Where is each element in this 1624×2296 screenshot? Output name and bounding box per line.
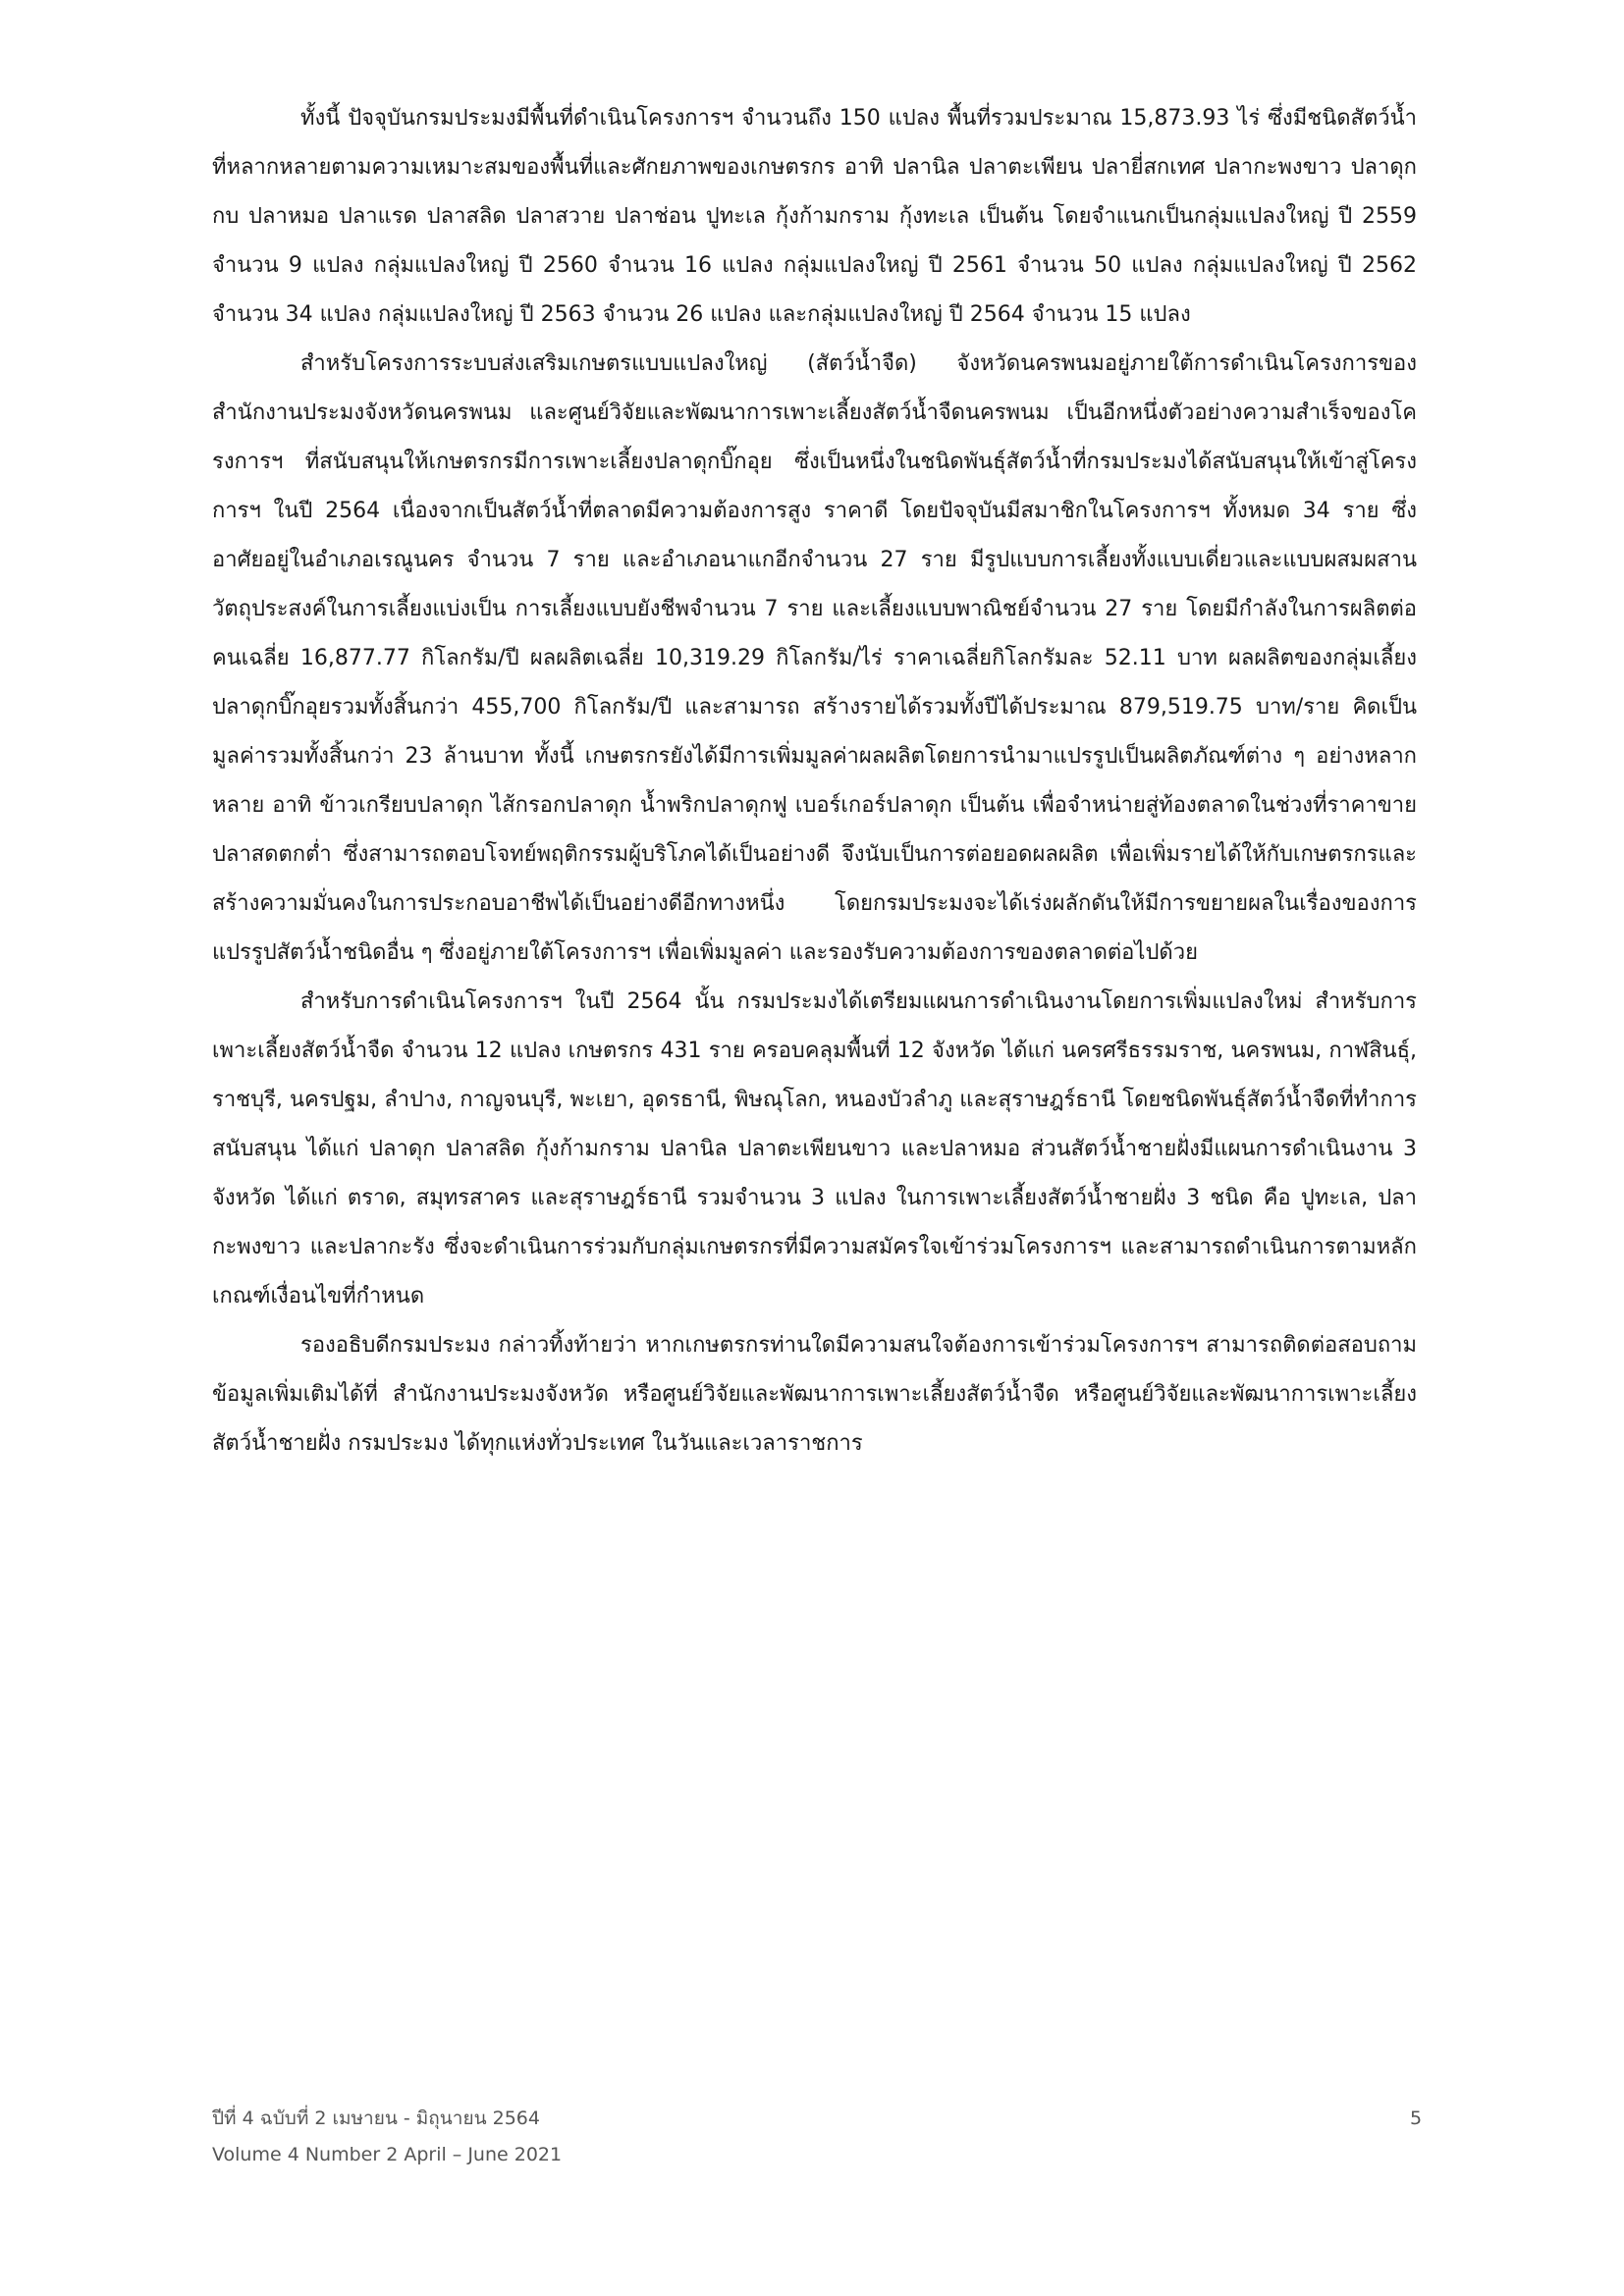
article-body [212,94,1417,1468]
footer-issue-info [212,2101,562,2173]
paragraph-nakhon-phanom-project: สำหรับโครงการระบบส่งเสริมเกษตรแบบแปลงใหญ่ (สัตว์น้ำจืด) จังหวัดนครพนมอยู่ภายใต้การดำเนินโครงการของสำนักงานประมงจังหวัดนครพนม และศูนย์วิจัยและพัฒนาการเพาะเลี้ยงสัตว์น้ำจืดนครพนม เป็นอีกหนึ่งตัวอย่างความสำเร็จของโครงการฯ ที่สนับสนุนให้เกษตรกรมีการเพาะเลี้ยงปลาดุกบิ๊กอุย ซึ่งเป็นหนึ่งในชนิดพันธุ์สัตว์น้ำที่กรมประมงได้สนับสนุนให้เข้าสู่โครงการฯ ในปี 2564 เนื่องจากเป็นสัตว์น้ำที่ตลาดมีความต้องการสูง ราคาดี โดยปัจจุบันมีสมาชิกในโครงการฯ ทั้งหมด 34 ราย ซึ่งอาศัยอยู่ในอำเภอเรณูนคร จำนวน 7 ราย และอำเภอนาแกอีกจำนวน 27 ราย มีรูปแบบการเลี้ยงทั้งแบบเดี่ยวและแบบผสมผสาน วัตถุประสงค์ในการเลี้ยงแบ่งเป็น การเลี้ยงแบบยังชีพจำนวน 7 ราย และเลี้ยงแบบพาณิชย์จำนวน 27 ราย โดยมีกำลังในการผลิตต่อคนเฉลี่ย 16,877.77 กิโลกรัม/ปี ผลผลิตเฉลี่ย 10,319.29 กิโลกรัม/ไร่ ราคาเฉลี่ยกิโลกรัมละ 52.11 บาท ผลผลิตของกลุ่มเลี้ยงปลาดุกบิ๊กอุยรวมทั้งสิ้นกว่า 455,700 กิโลกรัม/ปี และสามารถ สร้างรายได้รวมทั้งปีได้ประมาณ 879,519.75 บาท/ราย คิดเป็นมูลค่ารวมทั้งสิ้นกว่า 23 ล้านบาท ทั้งนี้ เกษตรกรยังได้มีการเพิ่มมูลค่าผลผลิตโดยการนำมาแปรรูปเป็นผลิตภัณฑ์ต่าง ๆ อย่างหลากหลาย อาทิ ข้าวเกรียบปลาดุก ไส้กรอกปลาดุก น้ำพริกปลาดุกฟู เบอร์เกอร์ปลาดุก เป็นต้น เพื่อจำหน่ายสู่ท้องตลาดในช่วงที่ราคาขายปลาสดตกต่ำ ซึ่งสามารถตอบโจทย์พฤติกรรมผู้บริโภคได้เป็นอย่างดี จึงนับเป็นการต่อยอดผลผลิต เพื่อเพิ่มรายได้ให้กับเกษตรกรและสร้างความมั่นคงในการประกอบอาชีพได้เป็นอย่างดีอีกทางหนึ่ง โดยกรมประมงจะได้เร่งผลักดันให้มีการขยายผลในเรื่องของการแปรรูปสัตว์น้ำชนิดอื่น ๆ ซึ่งอยู่ภายใต้โครงการฯ เพื่อเพิ่มมูลค่า และรองรับความต้องการของตลาดต่อไปด้วย [212,351,1417,965]
paragraph-contact-info: รองอธิบดีกรมประมง กล่าวทิ้งท้ายว่า หากเกษตรกรท่านใดมีความสนใจต้องการเข้าร่วมโครงการฯ สามารถติดต่อสอบถามข้อมูลเพิ่มเติมได้ที่ สำนักงานประมงจังหวัด หรือศูนย์วิจัยและพัฒนาการเพาะเลี้ยงสัตว์น้ำจืด หรือศูนย์วิจัยและพัฒนาการเพาะเลี้ยงสัตว์น้ำชายฝั่ง กรมประมง ได้ทุกแห่งทั่วประเทศ ในวันและเวลาราชการ [212,1333,1417,1456]
footer-issue-english: Volume 4 Number 2 April – June 2021 [212,2144,563,2165]
page-number: 5 [1410,2108,1423,2129]
footer-issue-thai: ปีที่ 4 ฉบับที่ 2 เมษายน - มิถุนายน 2564 [212,2108,540,2129]
paragraph-project-areas: ทั้งนี้ ปัจจุบันกรมประมงมีพื้นที่ดำเนินโครงการฯ จำนวนถึง 150 แปลง พื้นที่รวมประมาณ 15,873.93 ไร่ ซึ่งมีชนิดสัตว์น้ำที่หลากหลายตามความเหมาะสมของพื้นที่และศักยภาพของเกษตรกร อาทิ ปลานิล ปลาตะเพียน ปลายี่สกเทศ ปลากะพงขาว ปลาดุก กบ ปลาหมอ ปลาแรด ปลาสลิด ปลาสวาย ปลาช่อน ปูทะเล กุ้งก้ามกราม กุ้งทะเล เป็นต้น โดยจำแนกเป็นกลุ่มแปลงใหญ่ ปี 2559 จำนวน 9 แปลง กลุ่มแปลงใหญ่ ปี 2560 จำนวน 16 แปลง กลุ่มแปลงใหญ่ ปี 2561 จำนวน 50 แปลง กลุ่มแปลงใหญ่ ปี 2562 จำนวน 34 แปลง กลุ่มแปลงใหญ่ ปี 2563 จำนวน 26 แปลง และกลุ่มแปลงใหญ่ ปี 2564 จำนวน 15 แปลง [212,106,1418,327]
paragraph-2564-plan: สำหรับการดำเนินโครงการฯ ในปี 2564 นั้น กรมประมงได้เตรียมแผนการดำเนินงานโดยการเพิ่มแปลงใหม่ สำหรับการเพาะเลี้ยงสัตว์น้ำจืด จำนวน 12 แปลง เกษตรกร 431 ราย ครอบคลุมพื้นที่ 12 จังหวัด ได้แก่ นครศรีธรรมราช, นครพนม, กาฬสินธุ์, ราชบุรี, นครปฐม, ลำปาง, กาญจนบุรี, พะเยา, อุดรธานี, พิษณุโลก, หนองบัวลำภู และสุราษฎร์ธานี โดยชนิดพันธุ์สัตว์น้ำจืดที่ทำการสนับสนุน ได้แก่ ปลาดุก ปลาสลิด กุ้งก้ามกราม ปลานิล ปลาตะเพียนขาว และปลาหมอ ส่วนสัตว์น้ำชายฝั่งมีแผนการดำเนินงาน 3 จังหวัด ได้แก่ ตราด, สมุทรสาคร และสุราษฎร์ธานี รวมจำนวน 3 แปลง ในการเพาะเลี้ยงสัตว์น้ำชายฝั่ง 3 ชนิด คือ ปูทะเล, ปลากะพงขาว และปลากะรัง ซึ่งจะดำเนินการร่วมกับกลุ่มเกษตรกรที่มีความสมัครใจเข้าร่วมโครงการฯ และสามารถดำเนินการตามหลักเกณฑ์เงื่อนไขที่กำหนด [212,989,1417,1308]
